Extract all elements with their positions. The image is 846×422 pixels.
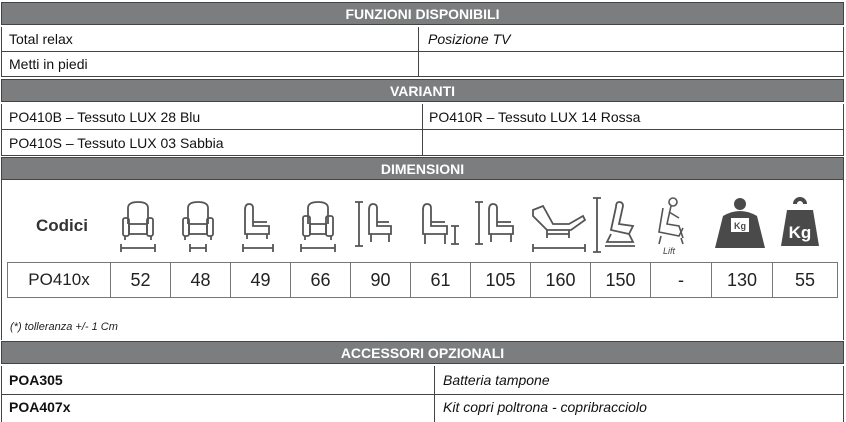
dim-value: 160 — [530, 263, 590, 297]
accessorio-desc: Batteria tampone — [443, 372, 550, 388]
dim-value: 49 — [230, 263, 290, 297]
chair-side-seat-height-icon — [409, 194, 467, 256]
chair-reclined-length-icon — [529, 194, 587, 256]
funzione-posizione-tv: Posizione TV — [428, 31, 511, 47]
variante-po410b: PO410B – Tessuto LUX 28 Blu — [9, 109, 201, 125]
product-weight-icon — [771, 194, 829, 256]
chair-front-width-icon — [109, 194, 167, 256]
dim-value: 130 — [711, 263, 772, 297]
svg-text:Kg: Kg — [788, 223, 812, 242]
dim-value: 61 — [410, 263, 470, 297]
chair-lift-user-icon — [649, 194, 707, 256]
dim-value: 90 — [350, 263, 410, 297]
dimensioni-header: DIMENSIONI — [1, 157, 844, 180]
chair-side-height-icon — [349, 194, 407, 256]
funzione-empty — [419, 52, 839, 76]
tolerance-note: (*) tolleranza +/- 1 Cm — [10, 321, 118, 333]
dim-value: 52 — [110, 263, 170, 297]
accessorio-code: POA305 — [9, 372, 63, 388]
accessorio-code: POA407x — [9, 399, 71, 415]
accessori-row-2 — [1, 395, 844, 422]
variante-po410r: PO410R – Tessuto LUX 14 Rossa — [429, 109, 641, 125]
dim-value: 105 — [470, 263, 530, 297]
svg-text:Lift: Lift — [663, 246, 676, 256]
svg-text:Kg: Kg — [734, 221, 746, 231]
funzione-metti-in-piedi: Metti in piedi — [9, 56, 88, 72]
dimensioni-panel — [1, 180, 844, 340]
dim-value: 150 — [590, 263, 650, 297]
dim-value: 66 — [290, 263, 350, 297]
codici-label: Codici — [36, 216, 88, 235]
chair-front-armrest-width-icon — [289, 194, 347, 256]
dim-value: 48 — [170, 263, 230, 297]
dimensions-data-row — [7, 262, 838, 298]
max-user-weight-icon — [711, 194, 769, 256]
chair-side-depth-icon — [229, 194, 287, 256]
dim-value: - — [650, 263, 711, 297]
varianti-row-1 — [1, 104, 844, 130]
product-code: PO410x — [28, 270, 90, 289]
chair-side-total-height-icon — [469, 194, 527, 256]
accessorio-desc: Kit copri poltrona - copribracciolo — [443, 399, 647, 415]
funzioni-row-2 — [1, 52, 844, 77]
variante-po410s: PO410S – Tessuto LUX 03 Sabbia — [9, 135, 224, 151]
accessori-row-1 — [1, 366, 844, 395]
chair-lift-height-icon — [589, 194, 647, 256]
accessori-header: ACCESSORI OPZIONALI — [1, 341, 844, 364]
funzioni-row-1 — [1, 27, 844, 52]
dim-value: 55 — [772, 263, 837, 297]
variante-empty — [423, 130, 843, 155]
funzione-total-relax: Total relax — [9, 31, 73, 47]
varianti-header: VARIANTI — [1, 79, 844, 102]
chair-front-seat-width-icon — [169, 194, 227, 256]
funzioni-header: FUNZIONI DISPONIBILI — [1, 2, 844, 25]
varianti-row-2 — [1, 130, 844, 156]
